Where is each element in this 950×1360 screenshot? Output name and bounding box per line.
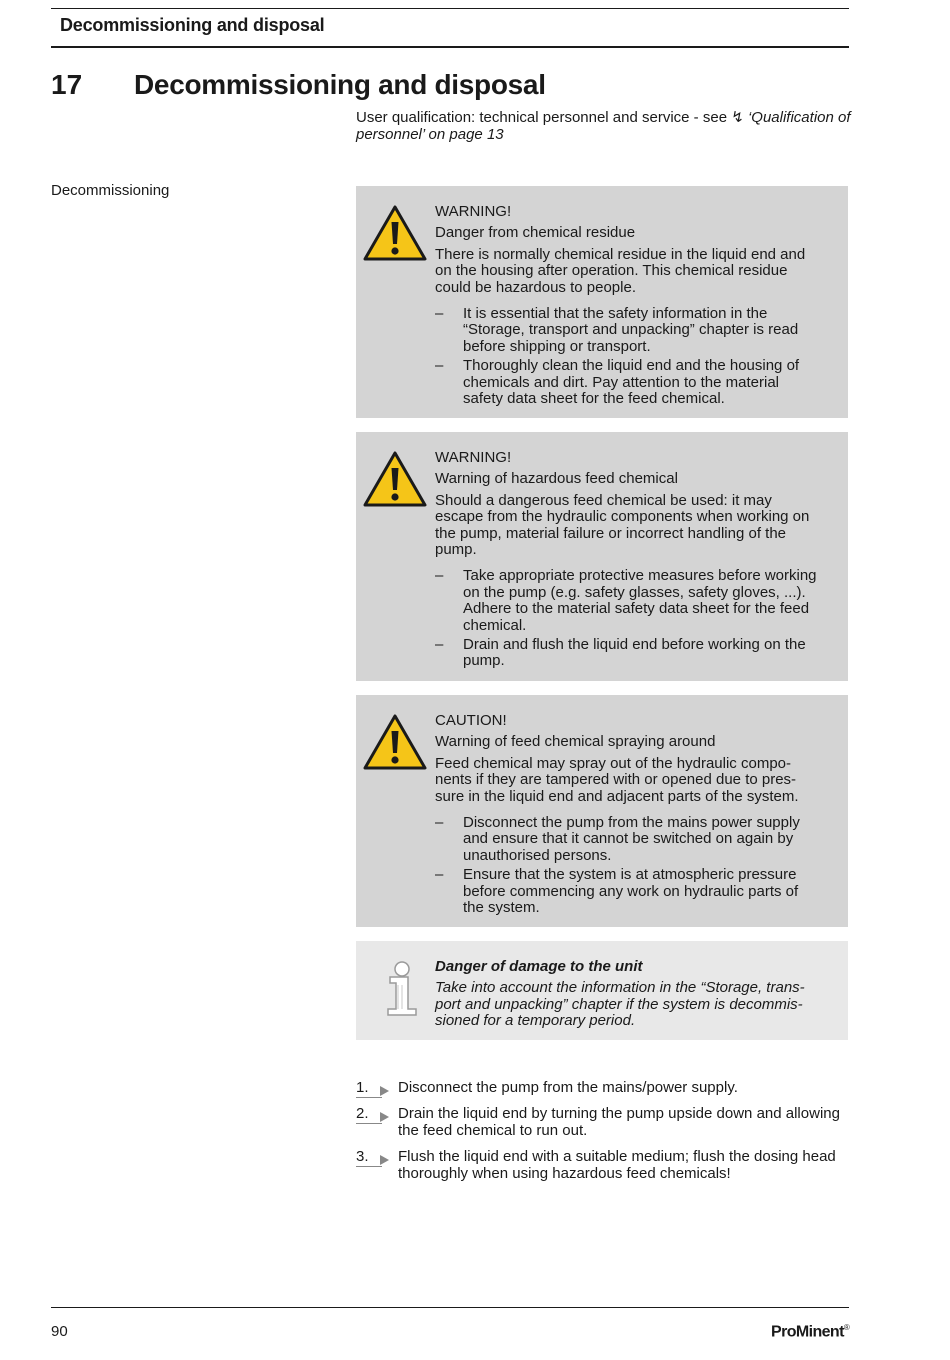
hazard-description: There is normally chemical residue in the liquid end and on the housing after operation. This chemical residue could be hazardous to people. — [435, 245, 806, 296]
dash-bullet: – — [435, 305, 444, 323]
list-item — [435, 867, 820, 916]
list-item-text: Take appropriate protective measures before working on the pump (e.g. safety glasses, safety gloves, ...). Adhere to the material safety data sheet for the feed chemical. — [463, 567, 817, 634]
list-item — [435, 815, 820, 864]
warning-triangle-icon — [362, 713, 428, 771]
procedure-step — [356, 1080, 848, 1096]
step-text: Disconnect the pump from the mains/power supply. — [398, 1079, 738, 1096]
note-box-damage — [356, 941, 848, 1040]
list-item-text: Thoroughly clean the liquid end and the housing of chemicals and dirt. Pay attention to the material safety data sheet for the feed chemical. — [463, 357, 800, 408]
qualification-text: User qualification: technical personnel and service - see — [356, 109, 732, 126]
step-underline — [356, 1097, 382, 1098]
running-header-title: Decommissioning and disposal — [60, 15, 325, 35]
warning-box-chemical-residue — [356, 186, 848, 418]
header-top-rule — [51, 8, 849, 9]
dash-bullet: – — [435, 567, 444, 585]
prominent-logo — [771, 1323, 849, 1341]
dash-bullet: – — [435, 357, 444, 375]
info-icon — [362, 959, 428, 1017]
dash-bullet: – — [435, 866, 444, 884]
hazard-description: Should a dangerous feed chemical be used: it may escape from the hydraulic components when working on the pump, material failure or incorrect handling of the pump. — [435, 491, 810, 559]
note-text: Take into account the information in the “Storage, trans- port and unpacking” chapter if the system is decommis- sioned for a temporary period. — [435, 979, 805, 1030]
list-item — [435, 637, 820, 670]
signal-word: WARNING! — [435, 449, 512, 466]
list-item — [435, 358, 820, 407]
warning-triangle-icon — [362, 204, 428, 262]
chapter-title: Decommissioning and disposal — [134, 69, 546, 100]
step-number — [356, 1149, 390, 1167]
hazard-heading: Warning of hazardous feed chemical — [435, 470, 678, 488]
list-item-text: Disconnect the pump from the mains power supply and ensure that it cannot be switched on again by unauthorised persons. — [463, 814, 800, 864]
list-item-text: It is essential that the safety information in the “Storage, transport and unpacking” chapter is read before shipping or transport. — [463, 305, 799, 355]
warning-triangle-icon — [362, 450, 428, 508]
hazard-description: Feed chemical may spray out of the hydraulic compo- nents if they are tampered with or opened due to pres- sure in the liquid end and adjacent parts of the system. — [435, 754, 799, 805]
hazard-heading: Warning of feed chemical spraying around — [435, 733, 716, 751]
signal-word: WARNING! — [435, 203, 512, 220]
section-side-label: Decommissioning — [51, 182, 170, 199]
footer-rule — [51, 1307, 849, 1308]
signal-word: CAUTION! — [435, 712, 507, 729]
step-underline — [356, 1166, 382, 1167]
list-item — [435, 568, 820, 634]
measures-list — [435, 306, 820, 407]
list-item-text: Drain and flush the liquid end before working on the pump. — [463, 636, 806, 670]
cross-reference-arrow-icon: ↯ — [731, 109, 744, 126]
step-number — [356, 1080, 390, 1098]
note-heading: Danger of damage to the unit — [435, 958, 643, 975]
hazard-heading: Danger from chemical residue — [435, 224, 636, 242]
step-number-text: 3. — [356, 1148, 369, 1166]
caution-box-spraying — [356, 695, 848, 927]
measures-list — [435, 815, 820, 916]
step-number — [356, 1106, 390, 1124]
header-bottom-rule — [51, 46, 849, 48]
step-text: Drain the liquid end by turning the pump upside down and allowing the feed chemical to run out. — [398, 1105, 840, 1139]
procedure-steps — [356, 1080, 848, 1192]
dash-bullet: – — [435, 814, 444, 832]
step-underline — [356, 1123, 382, 1124]
user-qualification — [356, 109, 856, 143]
measures-list — [435, 568, 820, 669]
step-number-text: 1. — [356, 1079, 369, 1096]
procedure-step — [356, 1149, 848, 1182]
logo-text: ProMinent — [771, 1323, 844, 1341]
page-number: 90 — [51, 1323, 68, 1340]
step-arrow-icon — [380, 1155, 389, 1165]
qualification-link[interactable]: ‘Qualification of personnel’ on page 13 — [356, 109, 851, 143]
step-text: Flush the liquid end with a suitable medium; flush the dosing head thoroughly when using hazardous feed chemicals! — [398, 1148, 836, 1182]
list-item — [435, 306, 820, 355]
step-arrow-icon — [380, 1112, 389, 1122]
step-arrow-icon — [380, 1086, 389, 1096]
registered-mark: ® — [843, 1323, 850, 1332]
chapter-number: 17 — [51, 69, 83, 100]
list-item-text: Ensure that the system is at atmospheric pressure before commencing any work on hydraulic parts of the system. — [463, 866, 799, 917]
dash-bullet: – — [435, 636, 444, 654]
step-number-text: 2. — [356, 1105, 369, 1123]
procedure-step — [356, 1106, 848, 1139]
warning-box-hazardous-feed-chemical — [356, 432, 848, 681]
